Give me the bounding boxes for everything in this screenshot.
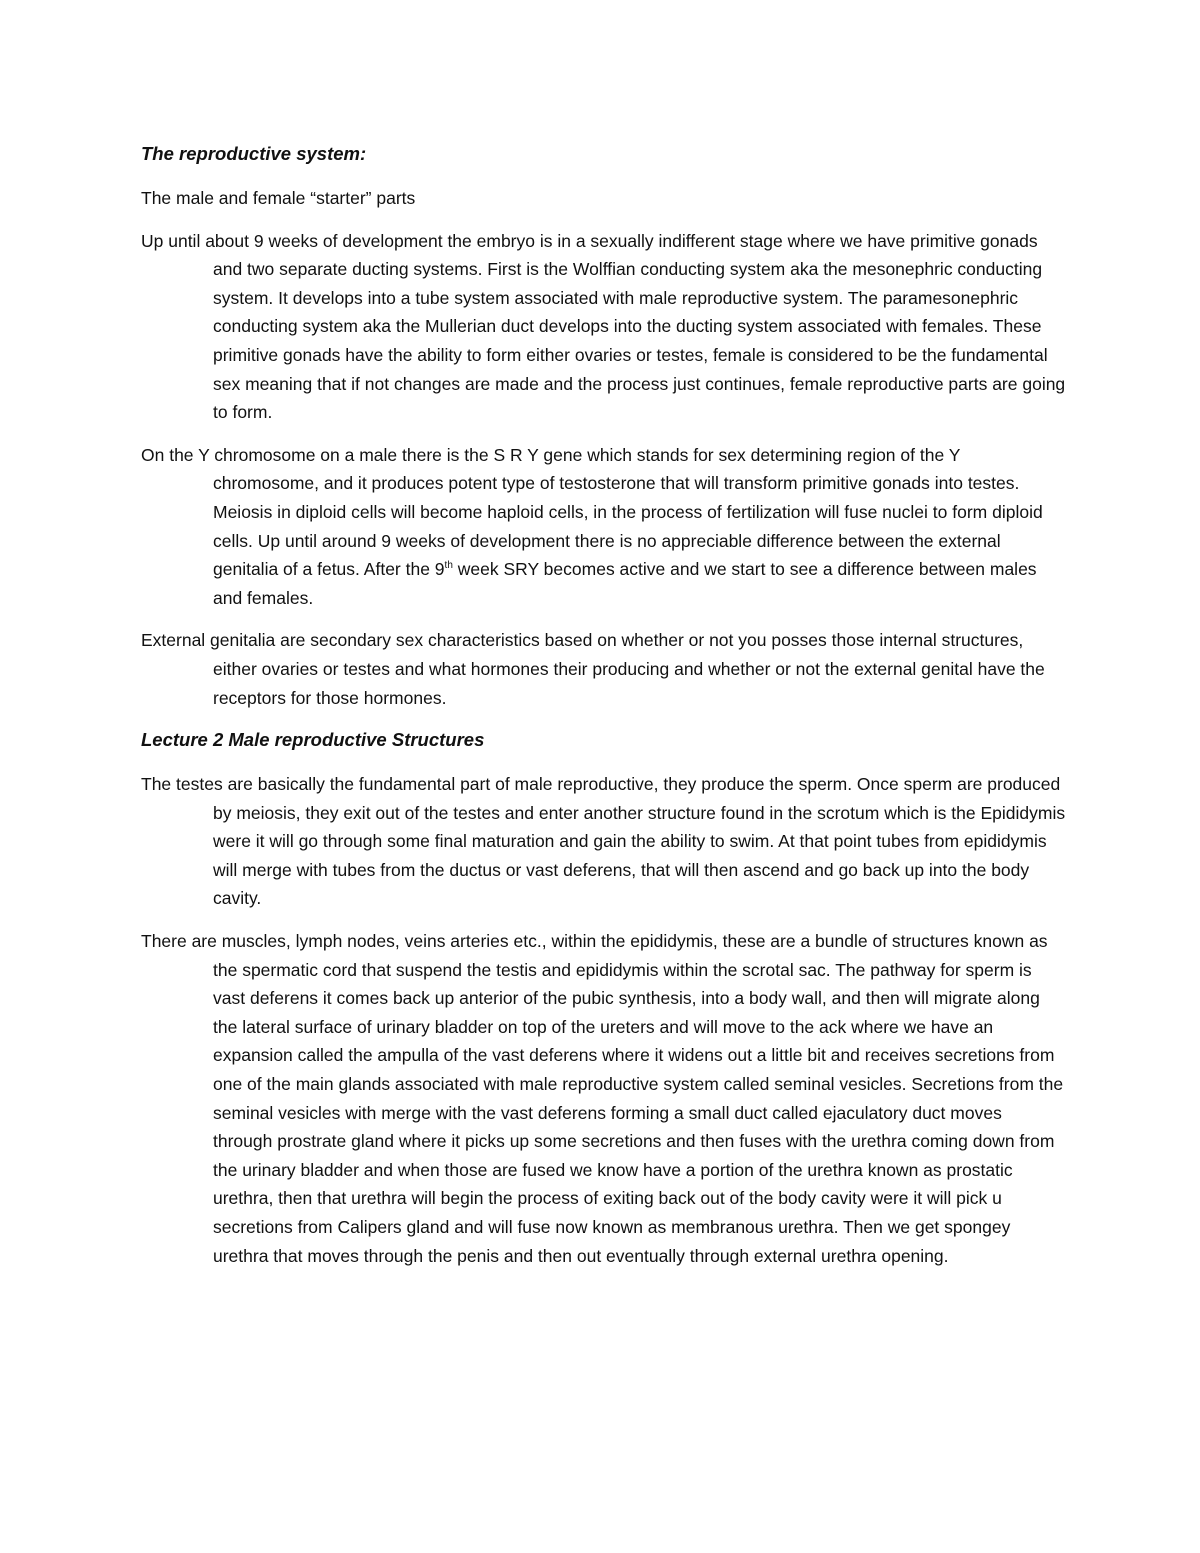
- paragraph: [141, 441, 1066, 613]
- paragraph: External genitalia are secondary sex characteristics based on whether or not you posses those internal structures, either ovaries or testes and what hormones their producing and whether or not the external genital have the receptors for those hormones.: [141, 630, 1045, 708]
- paragraph-text: week SRY becomes active and we start to see a difference between males and females.: [213, 559, 1037, 608]
- paragraph-text: On the Y chromosome on a male there is the S R Y gene which stands for sex determining region of the Y chromosome, and it produces potent type of testosterone that will transform primitive gonads into testes. Meiosis in diploid cells will become haploid cells, in the process of fertilization will fuse nuclei to form diploid cells. Up until around 9 weeks of development there is no appreciable difference between the external genitalia of a fetus. After the 9: [141, 444, 1043, 580]
- intro-line: The male and female “starter” parts: [141, 188, 416, 208]
- ordinal-superscript: th: [444, 560, 453, 572]
- paragraph: Up until about 9 weeks of development the embryo is in a sexually indifferent stage where we have primitive gonads and two separate ducting systems. First is the Wolffian conducting system aka the mesonephric conducting system. It develops into a tube system associated with male reproductive system. The paramesonephric conducting system aka the Mullerian duct develops into the ducting system associated with females. These primitive gonads have the ability to form either ovaries or testes, female is considered to be the fundamental sex meaning that if not changes are made and the process just continues, female reproductive parts are going to form.: [141, 230, 1066, 423]
- document-body: [141, 140, 1066, 1284]
- section-heading: Lecture 2 Male reproductive Structures: [141, 729, 485, 751]
- section-heading: The reproductive system:: [141, 143, 367, 164]
- paragraph: The testes are basically the fundamental part of male reproductive, they produce the sperm. Once sperm are produced by meiosis, they exit out of the testes and enter another structure found in the scrotum which is the Epididymis were it will go through some final maturation and gain the ability to swim. At that point tubes from epididymis will merge with tubes from the ductus or vast deferens, that will then ascend and go back up into the body cavity.: [141, 774, 1066, 909]
- paragraph: There are muscles, lymph nodes, veins arteries etc., within the epididymis, these are a bundle of structures known as the spermatic cord that suspend the testis and epididymis within the scrotal sac. The pathway for sperm is vast deferens it comes back up anterior of the pubic synthesis, into a body wall, and then will migrate along the lateral surface of urinary bladder on top of the ureters and will move to the ack where we have an expansion called the ampulla of the vast deferens where it widens out a little bit and receives secretions from one of the main glands associated with male reproductive system called seminal vesicles. Secretions from the seminal vesicles with merge with the vast deferens forming a small duct called ejaculatory duct moves through prostrate gland where it picks up some secretions and then fuses with the urethra coming down from the urinary bladder and when those are fused we know have a portion of the urethra known as prostatic urethra, then that urethra will begin the process of exiting back out of the body cavity were it will pick u secretions from Calipers gland and will fuse now known as membranous urethra. Then we get spongey urethra that moves through the penis and then out eventually through external urethra opening.: [141, 931, 1064, 1266]
